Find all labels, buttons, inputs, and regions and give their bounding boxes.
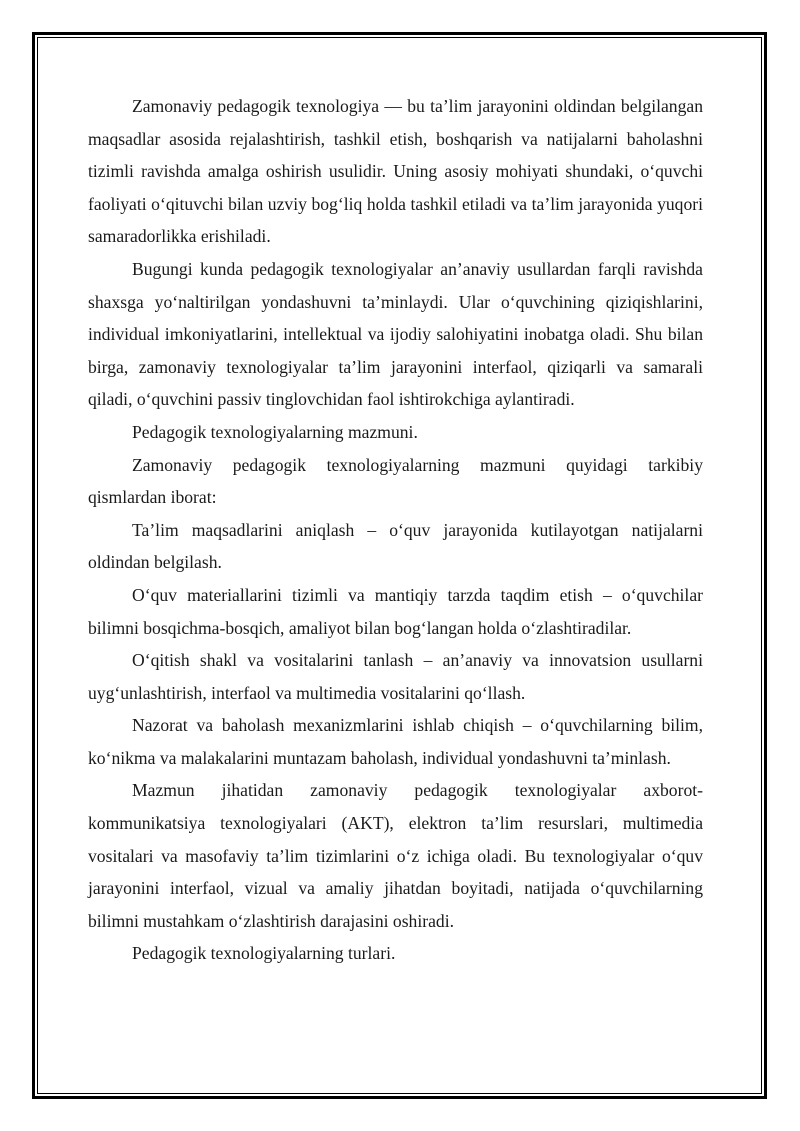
paragraph-modern-approach: Bugungi kunda pedagogik texnologiyalar an’anaviy usullardan farqli ravishda shaxsga yo‘naltirilgan yondashuvni ta’minlaydi. Ular o‘quvchining qiziqishlarini, individual imkoniyatlarini, intellektual va ijodiy salohiyatini inobatga oladi. Shu bilan birga, zamonaviy texnologiyalar ta’lim jarayonini interfaol, qiziqarli va samarali qiladi, o‘quvchini passiv tinglovchidan faol ishtirokchiga aylantiradi. xyxy=(88,258,703,410)
paragraph-assessment: Nazorat va baholash mexanizmlarini ishlab chiqish – o‘quvchilarning bilim, ko‘nikma va malakalarini muntazam baholash, individual yondashuvni ta’minlash. xyxy=(88,715,703,768)
paragraph-components-intro: Zamonaviy pedagogik texnologiyalarning mazmuni quyidagi tarkibiy qismlardan iborat: xyxy=(88,454,703,508)
section-heading-content: Pedagogik texnologiyalarning mazmuni. xyxy=(132,421,418,442)
paragraph-methods: O‘qitish shakl va vositalarini tanlash – an’anaviy va innovatsion usullarni uyg‘unlashtirish, interfaol va multimedia vositalarini qo‘llash. xyxy=(88,650,703,703)
document-body xyxy=(88,90,703,970)
paragraph-ict: Mazmun jihatidan zamonaviy pedagogik texnologiyalar axborot-kommunikatsiya texnologiyalari (AKT), elektron ta’lim resurslari, multimedia vositalari va masofaviy ta’lim tizimlarini o‘z ichiga oladi. Bu texnologiyalar o‘quv jarayonini interfaol, vizual va amaliy jihatdan boyitadi, natijada o‘quvchilarning bilimni mustahkam o‘zlashtirish darajasini oshiradi. xyxy=(88,780,703,931)
section-heading-types: Pedagogik texnologiyalarning turlari. xyxy=(132,943,396,964)
paragraph-materials: O‘quv materiallarini tizimli va mantiqiy tarzda taqdim etish – o‘quvchilar bilimni bosqichma-bosqich, amaliyot bilan bog‘langan holda o‘zlashtiradilar. xyxy=(88,584,703,638)
paragraph-intro: Zamonaviy pedagogik texnologiya — bu ta’lim jarayonini oldindan belgilangan maqsadlar asosida rejalashtirish, tashkil etish, boshqarish va natijalarni baholashni tizimli ravishda amalga oshirish usulidir. Uning asosiy mohiyati shundaki, o‘quvchi faoliyati o‘qituvchi bilan uzviy bog‘liq holda tashkil etiladi va ta’lim jarayonida yuqori samaradorlikka erishiladi. xyxy=(88,96,703,247)
paragraph-goals: Ta’lim maqsadlarini aniqlash – o‘quv jarayonida kutilayotgan natijalarni oldindan belgilash. xyxy=(88,519,703,573)
